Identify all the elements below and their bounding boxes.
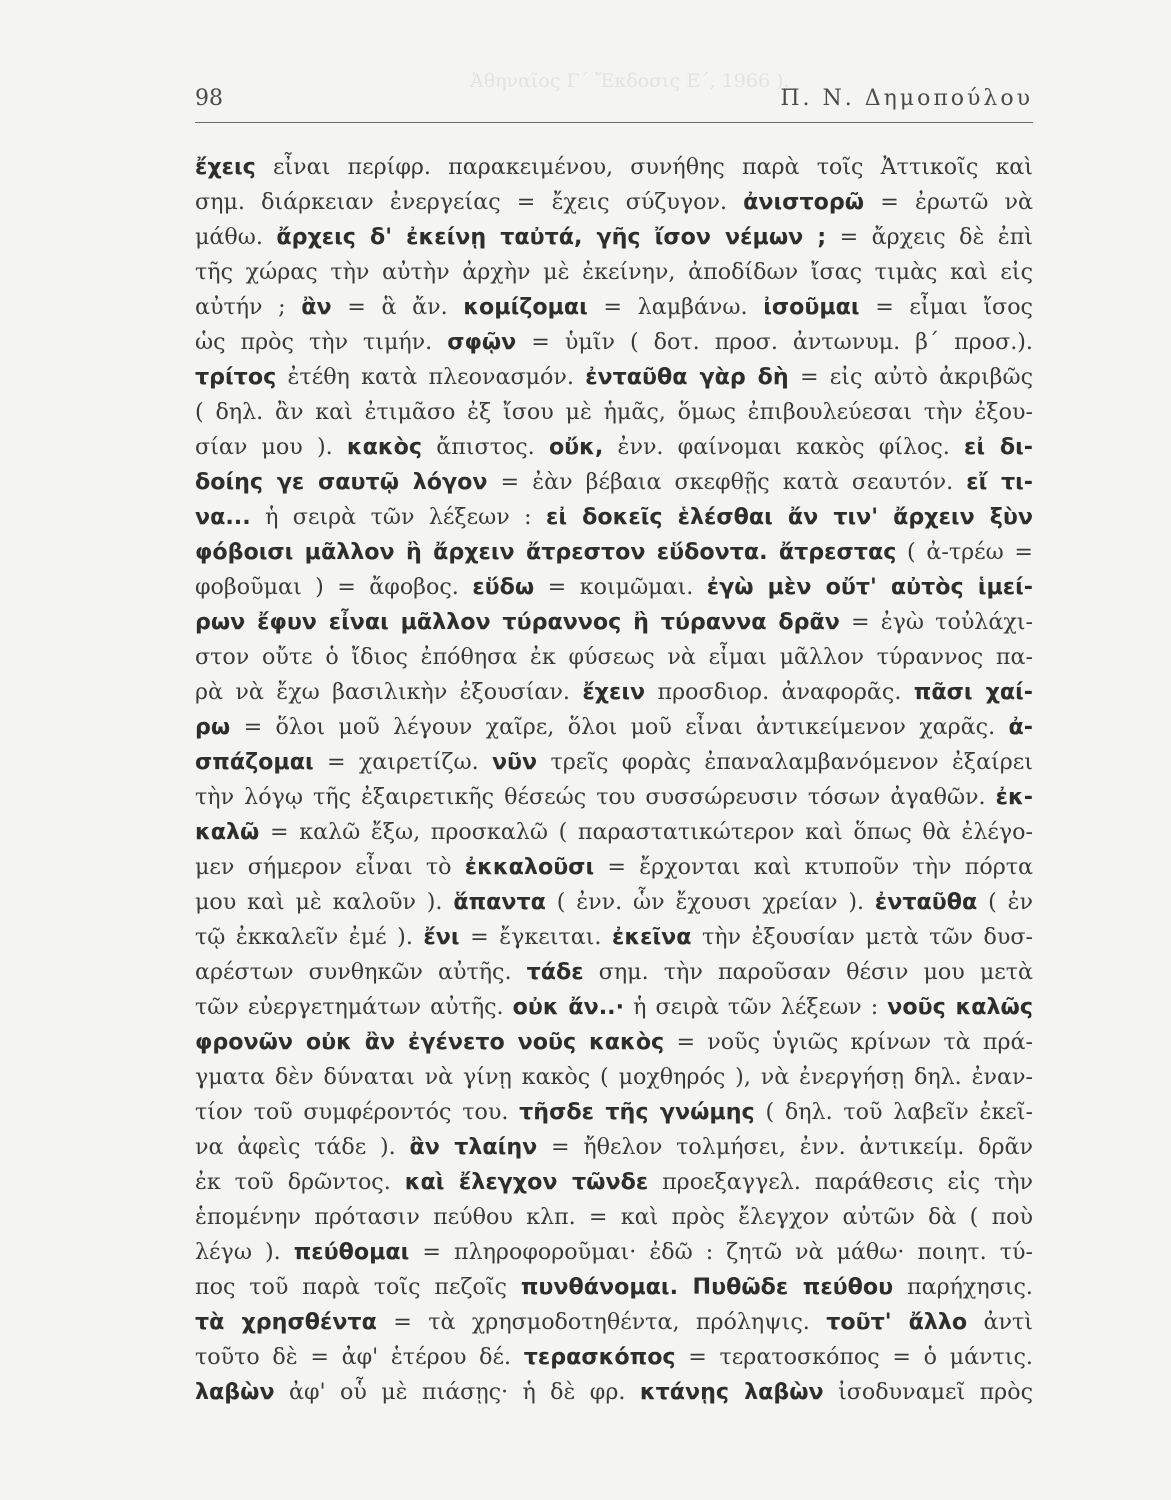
gloss-text: τὴν ἐξουσίαν μετὰ τῶν δυσ- bbox=[691, 924, 1033, 950]
lemma-term: ἐγὼ μὲν οὔτ' αὐτὸς ἱμεί- bbox=[706, 574, 1033, 600]
lemma-term: νοῦς καλῶς bbox=[887, 994, 1033, 1020]
lemma-term: να... bbox=[195, 504, 251, 530]
text-line bbox=[195, 428, 1033, 466]
lemma-term: πᾶσι χαί- bbox=[913, 679, 1033, 705]
gloss-text: ἄπιστος. bbox=[422, 434, 549, 460]
gloss-text: = ἐὰν βέβαια σκεφθῇς κατὰ σεαυτόν. bbox=[487, 469, 967, 495]
gloss-text: τρεῖς φορὰς ἐπαναλαμβανόμενον ἐξαίρει bbox=[537, 749, 1033, 775]
text-line bbox=[195, 638, 1033, 676]
gloss-text: = εἰς αὐτὸ ἀκριβῶς bbox=[788, 364, 1033, 390]
gloss-text: = ἤθελον τολμήσει, ἐνν. ἀντικείμ. δρᾶν bbox=[537, 1134, 1033, 1160]
gloss-text: τοῦτο δὲ = ἀφ' ἑτέρου δέ. bbox=[195, 1344, 524, 1370]
bleed-through-text: Ἀθηναῖος Γ΄ Ἔκδοσις Ε΄, 1966 ). bbox=[470, 70, 790, 92]
text-line bbox=[195, 1198, 1033, 1236]
gloss-text: = καλῶ ἔξω, προσκαλῶ ( παραστατικώτερον καὶ ὅπως θὰ ἐλέγο- bbox=[259, 819, 1033, 845]
text-line bbox=[195, 673, 1033, 711]
lemma-term: φόβοισι μᾶλλον ἢ ἄρχειν ἄτρεστον εὕδοντα. ἄτρεστας bbox=[195, 539, 897, 565]
gloss-text: γματα δὲν δύναται νὰ γίνῃ κακὸς ( μοχθηρός ), νὰ ἐνεργήσῃ δηλ. ἐναν- bbox=[195, 1064, 1033, 1090]
gloss-text: παρήχησις. bbox=[893, 1274, 1033, 1300]
lemma-term: δοίης γε σαυτῷ λόγον bbox=[195, 469, 488, 495]
gloss-text: τὴν λόγῳ τῆς ἐξαιρετικῆς θέσεώς του συσσώρευσιν τόσων ἀγαθῶν. bbox=[195, 784, 996, 810]
gloss-text: μεν σήμερον εἶναι τὸ bbox=[195, 854, 465, 880]
lemma-term: νῦν bbox=[491, 749, 538, 775]
author-name: Π. Ν. Δημοπούλου bbox=[780, 86, 1033, 111]
text-line bbox=[195, 883, 1033, 921]
lemma-term: οὐκ ἄν..· bbox=[512, 994, 625, 1020]
gloss-text: = νοῦς ὑγιῶς κρίνων τὰ πρά- bbox=[664, 1029, 1033, 1055]
lemma-term: κακὸς bbox=[346, 434, 423, 460]
lemma-term: ἰσοῦμαι bbox=[763, 294, 860, 320]
lemma-term: τὰ χρησθέντα bbox=[195, 1309, 377, 1335]
gloss-text: = ἐγὼ τοὐλάχι- bbox=[839, 609, 1033, 635]
gloss-text: = πληροφοροῦμαι· ἐδῶ : ζητῶ νὰ μάθω· ποιητ. τύ- bbox=[409, 1239, 1033, 1265]
text-line bbox=[195, 148, 1033, 186]
gloss-text: ( δηλ. ἂν καὶ ἐτιμᾶσο ἐξ ἴσου μὲ ἡμᾶς, ὅμως ἐπιβουλεύεσαι τὴν ἐξου- bbox=[195, 399, 1033, 425]
gloss-text: ἐτέθη κατὰ πλεονασμόν. bbox=[276, 364, 586, 390]
text-line bbox=[195, 1233, 1033, 1271]
lemma-term: κτάνῃς λαβὼν bbox=[639, 1379, 824, 1405]
gloss-text: στον οὔτε ὁ ἴδιος ἐπόθησα ἐκ φύσεως νὰ εἶμαι μᾶλλον τύραννος πα- bbox=[195, 644, 1033, 670]
text-line bbox=[195, 1338, 1033, 1376]
lemma-term: οὔκ, bbox=[548, 434, 604, 460]
lemma-term: τάδε bbox=[526, 959, 584, 985]
text-line bbox=[195, 778, 1033, 816]
gloss-text: προσδιορ. ἀναφορᾶς. bbox=[645, 679, 914, 705]
lemma-term: σφῷν bbox=[447, 329, 517, 355]
lemma-term: εἴ τι- bbox=[966, 469, 1033, 495]
lemma-term: ἀνιστορῶ bbox=[743, 189, 865, 215]
gloss-text: πος τοῦ παρὰ τοῖς πεζοῖς bbox=[195, 1274, 521, 1300]
gloss-text: ( δηλ. τοῦ λαβεῖν ἐκεῖ- bbox=[754, 1099, 1033, 1125]
text-line bbox=[195, 288, 1033, 326]
gloss-text: = χαιρετίζω. bbox=[313, 749, 492, 775]
text-line bbox=[195, 253, 1033, 291]
page-number: 98 bbox=[195, 86, 223, 111]
gloss-text: προεξαγγελ. παράθεσις εἰς τὴν bbox=[648, 1169, 1033, 1195]
lemma-term: τρίτος bbox=[195, 364, 277, 390]
gloss-text: ( ἐνν. ὧν ἔχουσι χρείαν ). bbox=[545, 889, 875, 915]
text-line bbox=[195, 1268, 1033, 1306]
text-line bbox=[195, 708, 1033, 746]
gloss-text: = τὰ χρησμοδοτηθέντα, πρόληψις. bbox=[376, 1309, 827, 1335]
gloss-text: φοβοῦμαι ) = ἄφοβος. bbox=[195, 574, 473, 600]
text-line bbox=[195, 1303, 1033, 1341]
lemma-term: πυνθάνομαι. Πυθῶδε πεύθου bbox=[520, 1274, 894, 1300]
text-line bbox=[195, 848, 1033, 886]
text-line bbox=[195, 953, 1033, 991]
text-line bbox=[195, 1163, 1033, 1201]
gloss-text: αὐτήν ; bbox=[195, 294, 302, 320]
lemma-term: ἀ- bbox=[1008, 714, 1033, 740]
lemma-term: ἔνι bbox=[423, 924, 460, 950]
gloss-text: = ἐρωτῶ νὰ bbox=[864, 189, 1033, 215]
gloss-text: λέγω ). bbox=[195, 1239, 294, 1265]
gloss-text: = ἔρχονται καὶ κτυποῦν τὴν πόρτα bbox=[594, 854, 1033, 880]
lemma-term: ἅπαντα bbox=[453, 889, 546, 915]
gloss-text: αρέστων συνθηκῶν αὐτῆς. bbox=[195, 959, 527, 985]
lemma-term: σπάζομαι bbox=[195, 749, 314, 775]
lemma-term: καὶ ἔλεγχον τῶνδε bbox=[404, 1169, 649, 1195]
gloss-text: μου καὶ μὲ καλοῦν ). bbox=[195, 889, 454, 915]
lemma-term: εὕδω bbox=[472, 574, 535, 600]
gloss-text: = τερατοσκόπος = ὁ μάντις. bbox=[675, 1344, 1033, 1370]
text-line bbox=[195, 463, 1033, 501]
gloss-text: ὡς πρὸς τὴν τιμήν. bbox=[195, 329, 448, 355]
lemma-term: ἔχεις bbox=[195, 154, 256, 180]
lemma-term: ἐκκαλοῦσι bbox=[464, 854, 595, 880]
gloss-text: = ὑμῖν ( δοτ. προσ. ἀντωνυμ. β΄ προσ.). bbox=[516, 329, 1033, 355]
text-line bbox=[195, 1128, 1033, 1166]
running-header bbox=[195, 86, 1033, 116]
gloss-text: ρὰ νὰ ἔχω βασιλικὴν ἐξουσίαν. bbox=[195, 679, 583, 705]
lemma-term: ρω bbox=[195, 714, 231, 740]
gloss-text: σημ. τὴν παροῦσαν θέσιν μου μετὰ bbox=[583, 959, 1033, 985]
gloss-text: τῶν εὐεργετημάτων αὐτῆς. bbox=[195, 994, 513, 1020]
lemma-term: τερασκόπος bbox=[523, 1344, 676, 1370]
lemma-term: καλῶ bbox=[195, 819, 260, 845]
lemma-term: ἐκεῖνα bbox=[611, 924, 692, 950]
commentary-text bbox=[195, 148, 1033, 1448]
gloss-text: = ἄρχεις δὲ ἐπὶ bbox=[826, 224, 1033, 250]
text-line bbox=[195, 393, 1033, 431]
gloss-text: = ἔγκειται. bbox=[459, 924, 612, 950]
gloss-text: τῷ ἐκκαλεῖν ἐμέ ). bbox=[195, 924, 424, 950]
text-line bbox=[195, 1093, 1033, 1131]
text-line bbox=[195, 218, 1033, 256]
text-line bbox=[195, 1058, 1033, 1096]
lemma-term: λαβὼν bbox=[195, 1379, 275, 1405]
gloss-text: = εἶμαι ἴσος bbox=[859, 294, 1033, 320]
gloss-text: ἑπομένην πρότασιν πεύθου κλπ. = καὶ πρὸς ἔλεγχον αὐτῶν δὰ ( ποὺ bbox=[195, 1204, 1033, 1230]
gloss-text: ἡ σειρὰ τῶν λέξεων : bbox=[624, 994, 888, 1020]
lemma-term: εἰ δοκεῖς ἑλέσθαι ἄν τιν' ἄρχειν ξὺν bbox=[546, 504, 1033, 530]
lemma-term: ἂν τλαίην bbox=[409, 1134, 538, 1160]
gloss-text: = κοιμῶμαι. bbox=[534, 574, 707, 600]
gloss-text: μάθω. bbox=[195, 224, 277, 250]
lemma-term: εἰ δι- bbox=[964, 434, 1033, 460]
text-line bbox=[195, 183, 1033, 221]
text-line bbox=[195, 358, 1033, 396]
lemma-term: τῆσδε τῆς γνώμης bbox=[519, 1099, 755, 1125]
gloss-text: τῆς χώρας τὴν αὐτὴν ἀρχὴν μὲ ἐκείνην, ἀποδίδων ἴσας τιμὰς καὶ εἰς bbox=[195, 259, 1033, 285]
lemma-term: ρων ἔφυν εἶναι μᾶλλον τύραννος ἢ τύραννα δρᾶν bbox=[195, 609, 840, 635]
gloss-text: = ὅλοι μοῦ λέγουν χαῖρε, ὅλοι μοῦ εἶναι ἀντικείμενον χαρᾶς. bbox=[230, 714, 1009, 740]
text-line bbox=[195, 533, 1033, 571]
lemma-term: ἐνταῦθα γὰρ δὴ bbox=[585, 364, 789, 390]
lemma-term: κομίζομαι bbox=[463, 294, 588, 320]
gloss-text: σίαν μου ). bbox=[195, 434, 347, 460]
gloss-text: ( ἐν bbox=[977, 889, 1033, 915]
text-line bbox=[195, 498, 1033, 536]
text-line bbox=[195, 568, 1033, 606]
gloss-text: ( ἀ-τρέω = bbox=[896, 539, 1033, 565]
gloss-text: εἶναι περίφρ. παρακειμένου, συνήθης παρὰ τοῖς Ἀττικοῖς καὶ bbox=[255, 154, 1033, 180]
gloss-text: ἰσοδυναμεῖ πρὸς bbox=[823, 1379, 1033, 1405]
gloss-text: = λαμβάνω. bbox=[587, 294, 764, 320]
lemma-term: φρονῶν οὐκ ἂν ἐγένετο νοῦς κακὸς bbox=[195, 1029, 665, 1055]
text-line bbox=[195, 1023, 1033, 1061]
text-line bbox=[195, 813, 1033, 851]
gloss-text: ἐνν. φαίνομαι κακὸς φίλος. bbox=[603, 434, 965, 460]
gloss-text: = ἃ ἄν. bbox=[331, 294, 464, 320]
text-line bbox=[195, 603, 1033, 641]
lemma-term: ἐνταῦθα bbox=[874, 889, 978, 915]
text-line bbox=[195, 918, 1033, 956]
lemma-term: τοῦτ' ἄλλο bbox=[826, 1309, 968, 1335]
gloss-text: ἡ σειρὰ τῶν λέξεων : bbox=[250, 504, 547, 530]
gloss-text: ἐκ τοῦ δρῶντος. bbox=[195, 1169, 405, 1195]
gloss-text: σημ. διάρκειαν ἐνεργείας = ἔχεις σύζυγον. bbox=[195, 189, 744, 215]
header-rule bbox=[195, 122, 1033, 123]
lemma-term: πεύθομαι bbox=[293, 1239, 410, 1265]
gloss-text: να ἀφεὶς τάδε ). bbox=[195, 1134, 410, 1160]
lemma-term: ἔχειν bbox=[582, 679, 646, 705]
text-line bbox=[195, 1373, 1033, 1411]
gloss-text: ἀφ' οὗ μὲ πιάσῃς· ἡ δὲ φρ. bbox=[274, 1379, 640, 1405]
gloss-text: ἀντὶ bbox=[967, 1309, 1033, 1335]
lemma-term: ἐκ- bbox=[995, 784, 1033, 810]
text-line bbox=[195, 988, 1033, 1026]
lemma-term: ἂν bbox=[301, 294, 332, 320]
text-line bbox=[195, 323, 1033, 361]
gloss-text: τίον τοῦ συμφέροντός του. bbox=[195, 1099, 520, 1125]
lemma-term: ἄρχεις δ' ἐκείνῃ ταὐτά, γῆς ἴσον νέμων ; bbox=[276, 224, 827, 250]
text-line bbox=[195, 743, 1033, 781]
